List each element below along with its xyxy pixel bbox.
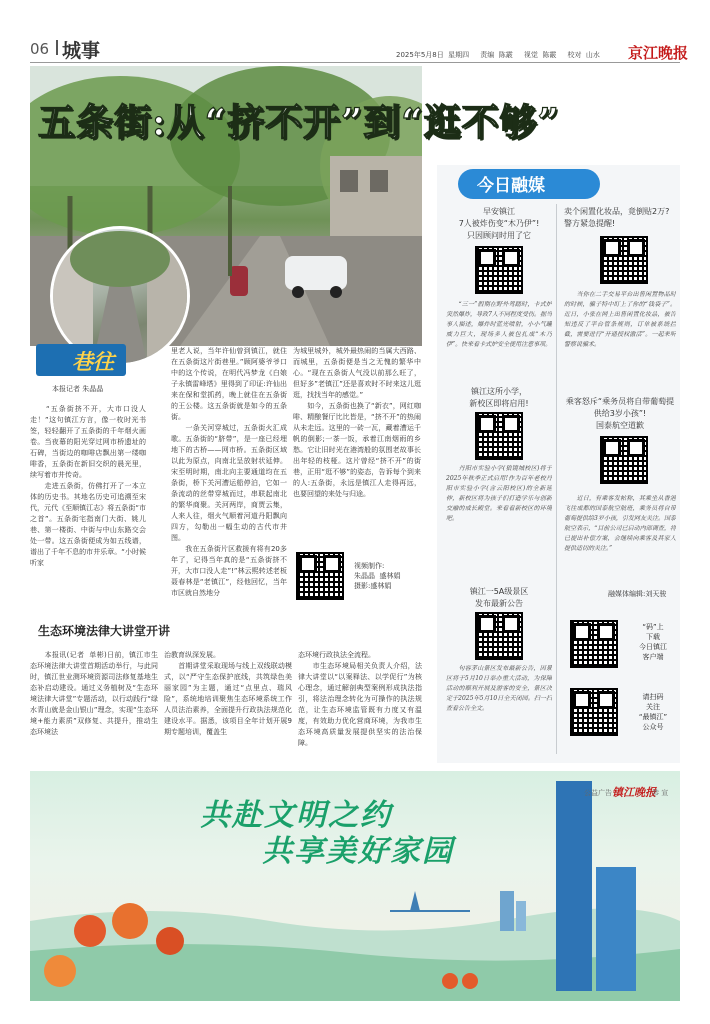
sidebar-divider [556, 204, 557, 754]
main-headline: 五条街:从“挤不开”到“逛不够” [38, 100, 560, 144]
page-number: 06 [30, 40, 50, 58]
item-qr-code[interactable] [475, 412, 523, 460]
page-number-divider [56, 40, 58, 55]
video-qr-code[interactable] [296, 552, 344, 600]
column-badge: 巷往 [72, 349, 114, 374]
media-tab-label: 今日融媒 [477, 176, 545, 196]
story-column-2: 里老人说，当年许仙曾到镇江，就住在五条街这片街巷里。”顾阿婆爷爷口中的这个传说，在明代冯梦龙《白娘子永镇雷峰塔》里得到了印证:许仙出来在保和堂抓药，晚上就住在五条街的王公楼。这五条街就是如今的五条街。 一条关河穿城过，五条街火汇成歌。五条街的“脐带”，是一座已经埋地下的古桥——网市桥。五条街区域以此为原点，向南北呈放射状延伸。宋至明时期，南北向主要通道均在五条街，桥下关河漕运船停泊，它如一条流动的丝带穿城而过，串联起南北的繁华商聚。关河两岸，商贾云集，人来人往，烟火气顺着河道丹阳飘向四方，勾勒出一幅生动的古代市井图。 我在五条街片区救援有将有20多年了，记得当年真的是“五条街挤不开，大市口没人走”!”林云熙转述老板聂春林是“老镇江”，经他回忆，当年市区就自然地分 [171, 347, 287, 597]
page-header [0, 0, 710, 60]
sidebar-item-body: 近日，有乘客发帖称，其乘坐从香港飞往成都的国泰航空航班，乘务员将自带葡萄提供给3岁小孩，引发网友关注。国泰航空表示，“目前公司已启动内部调查，将已提出补偿方案，会继续向乘客及其家人提供适切的关注。” [564, 495, 676, 552]
ad-label: 公益广告 [584, 789, 612, 797]
item-qr-code[interactable] [600, 236, 648, 284]
app-download-caption: “码”上 下载 今日镇江 客户端 [639, 623, 667, 661]
second-story-column-2: 治教育纵深发展。 首期讲堂采取现场与线上双线联动模式，以“严守生态保护底线，共筑绿色美丽家园”为主题，通过“点里点、瑞风险”，系统地培训聚焦生态环境系统工作人员法治素养，全面提升行政执法规范化建设水平。据悉，该项目全年计划开展9期专题培训，覆盖生 [164, 651, 292, 736]
video-credit: 视频制作: 朱晶晶 盛林娟 摄影:盛林娟 [354, 562, 401, 590]
sidebar-item-body: 句容茅山景区发布最新公告，因景区将于5月10日举办重大活动，为保障活动的顺利开展及游客的安全，景区决定于2025年5月10日全天闭园。扫一扫查看公告全文。 [446, 665, 552, 712]
sidebar-item-title: 乘客怒斥“乘务员将自带葡萄提供给3岁小孩”! 国泰航空道歉 [565, 397, 675, 430]
sidebar-item-title: 镇江这所小学， 新校区即将启用! [469, 387, 529, 408]
sidebar-item-title: 早安镇江 7人被炸伤变“木乃伊”! 只因顾问时用了它 [458, 207, 540, 240]
second-headline: 生态环境法律大讲堂开讲 [38, 624, 171, 638]
ad-label-tail: 恭 宣 [652, 789, 669, 797]
item-qr-code[interactable] [475, 612, 523, 660]
story-column-3: 为城里城外，城外最热闹的当属大西路、而城里，五条街便是当之无愧的繁华中心。“现在五条街人气没以前那么旺了，但好多”老镇江”还是喜欢时不时来这儿逛逛，找找当年的感觉。” 如今，五条街也换了“新衣”，网红咖啡、精酿餐厅比比皆是，“挤不开”的热闹从未走远。这里的一砖一瓦，藏着漕运千帆的倒影;一茶一饭，承着江南烟雨的乡愁。它让旧时光在港湾般的氛围老故事长出年轻的枝桠。这片曾经“挤不开”的街巷，正用“逛不够”的姿态，告诉每个到来的人:五条街，永远是镇江人走得再远，也要回望的来处与归途。 [293, 347, 421, 498]
item-qr-code[interactable] [600, 436, 648, 484]
byline: 本报记者 朱晶晶 [52, 385, 104, 393]
sidebar-item-body: 丹阳市实验小学(狼镜城校区)将于2025年秋季正式启用!作为百年老校丹阳市实验小学(含云阳校区)的全新延伸，新校区将为孩子们打造学乐与创新交融的成长殿堂。来看看新校区的环境吧。 [446, 465, 552, 522]
app-download-qr[interactable] [570, 620, 618, 668]
sidebar-item-body: “三一”假期在野外驾踏时，卡式炉突然爆炸，导致7人不同程度受伤。据当事人描述，爆炸时蓝光喷射，小小气罐威力巨大，现场多人被包扎成“木乃伊”。快来看卡式炉安全使用注意事项。 [446, 301, 552, 348]
section-title: 城事 [62, 40, 101, 62]
alley-illustration [53, 229, 187, 363]
sidebar-credit: 融媒体编辑:刘天骏 [608, 590, 667, 598]
issue-meta: 2025年5月8日 星期四 责编 陈霰 视觉 陈霰 校对 山水 [396, 51, 600, 59]
wechat-follow-caption: 请扫码 关注 “最镇江” 公众号 [638, 693, 668, 731]
header-rule [30, 62, 680, 63]
second-story-column-3: 态环境行政执法全流程。 市生态环境局相关负责人介绍，法律大讲堂以“以案释法、以学促行”为核心理念，通过解剖典型案例形成执法指引，将法治理念转化为可操作的执法规范，让生态环境监管既有力度又有温度，有效助力优化营商环境，为我市生态环境高质量发展提供坚实的法治保障。 [298, 651, 422, 747]
story-column-1: “五条街挤不开，大市口没人走！”这句镇江方言，像一枚时光书签，轻轻翻开了五条街的千年烟火画卷。当夜幕的阳光穿过网市桥遗址的石碑，当街边的咖啡店飘出第一缕咖啡香，五条街在新旧交织的晨光里，续写着市井传奇。 走进五条街，仿佛打开了一本立体的历史书。其地名历史可追溯至宋代，元代《至顺镇江志》将五条街“市之首”。五条街宅指南门大街、姚儿巷、第一楼街、中街与中山东路交会处一带。这五条街便成为如五线谱，谱出了千年不息的市井乐章。“小时候听家 [30, 405, 146, 567]
newspaper-logo: 京江晚报 [628, 44, 689, 62]
sidebar-item-title: 镇江一5A级景区 发布最新公告 [469, 587, 529, 608]
second-story-column-1: 本报讯(记者 单彬)日前，镇江市生态环境法律大讲堂首期活动举行，与此同时，镇江世业测环境资源司法修复基地生态补启动建设。通过义务植树及“生态环境法律大讲堂”专题活动，以行动践行“绿水青山就是金山银山”理念，实现“生态环境+能力素质”双修复、共提升，推动生态环境法 [30, 651, 158, 736]
item-qr-code[interactable] [475, 246, 523, 294]
sidebar-item-body: 当你在二手交易平台出售闲置物品时的时候，骗子特中盯上了你的“钱袋子”。近日，小张在网上出售闲置化妆品，被告知违反了平台管条规则，订单被系统拦截，需要进行“开通授权激活”。一起来听警察说骗术。 [564, 291, 676, 348]
ad-brand-logo: 镇江晚报 [612, 786, 656, 799]
ad-slogan-line-1: 共赴文明之约 [200, 798, 392, 833]
sidebar-item-title: 卖个闲置化妆品，竟倒贴2万? 警方紧急提醒! [564, 207, 670, 228]
ad-slogan-line-2: 共享美好家园 [262, 834, 454, 869]
wechat-follow-qr[interactable] [570, 688, 618, 736]
